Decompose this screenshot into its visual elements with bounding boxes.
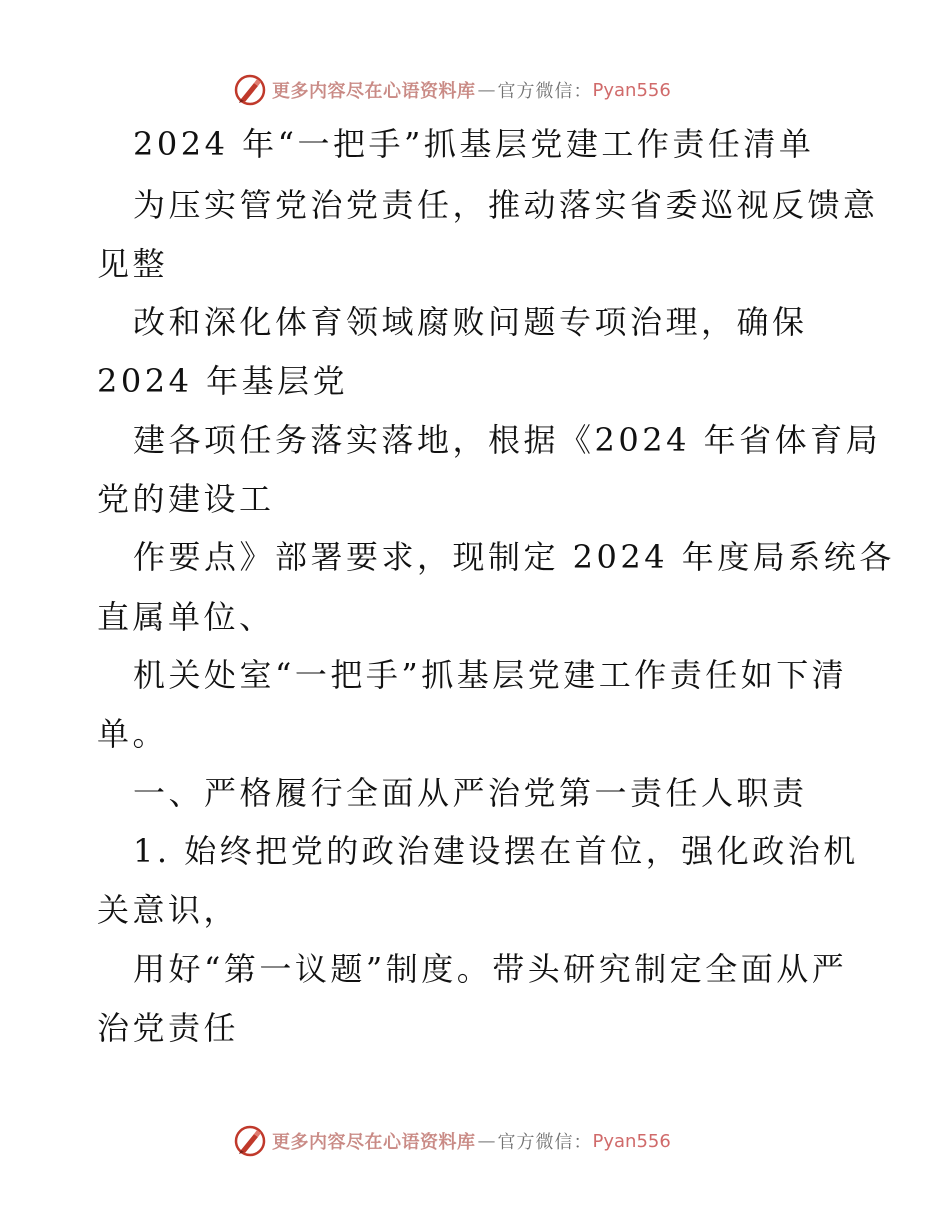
pen-logo-icon (234, 1125, 266, 1157)
watermark-dash: — (477, 79, 496, 101)
paragraph-line: 建各项任务落实落地，根据《2024 年省体育局 (133, 421, 882, 459)
watermark-sub-text: 官方微信： (497, 1132, 593, 1153)
paragraph-line: 作要点》部署要求，现制定 2024 年度局系统各 (133, 538, 895, 576)
document-title: 2024 年“一把手”抓基层党建工作责任清单 (133, 125, 815, 163)
paragraph-line: 2024 年基层党 (97, 362, 349, 400)
watermark-main-text: 更多内容尽在心语资料库 (272, 1132, 476, 1153)
paragraph-line: 党的建设工 (97, 480, 275, 518)
watermark-dash: — (477, 1130, 496, 1152)
pen-logo-icon (234, 74, 266, 106)
paragraph-line: 改和深化体育领域腐败问题专项治理，确保 (133, 303, 808, 341)
paragraph-line: 为压实管党治党责任，推动落实省委巡视反馈意 (133, 186, 879, 224)
footer-watermark (234, 1124, 671, 1158)
paragraph-line: 机关处室“一把手”抓基层党建工作责任如下清 (133, 656, 848, 694)
paragraph-line: 直属单位、 (97, 598, 275, 636)
watermark-wechat-id: Pyan556 (592, 79, 671, 101)
watermark-sub-text: 官方微信： (497, 81, 593, 102)
paragraph-line: 治党责任 (97, 1009, 240, 1047)
paragraph-line: 1. 始终把党的政治建设摆在首位，强化政治机 (133, 832, 859, 870)
paragraph-line: 见整 (97, 245, 169, 283)
paragraph-line: 用好“第一议题”制度。带头研究制定全面从严 (133, 950, 848, 988)
paragraph-line: 单。 (97, 715, 169, 753)
section-heading: 一、严格履行全面从严治党第一责任人职责 (133, 774, 808, 812)
watermark-wechat-id: Pyan556 (592, 1130, 671, 1152)
paragraph-line: 关意识， (97, 891, 240, 929)
header-watermark (234, 73, 671, 107)
watermark-main-text: 更多内容尽在心语资料库 (272, 81, 476, 102)
